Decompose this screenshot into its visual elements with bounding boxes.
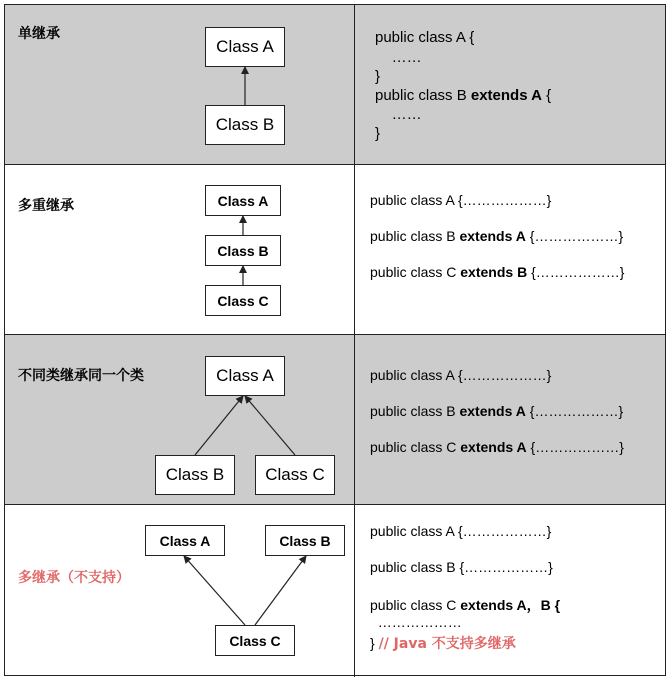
class-a-box: Class A [205,27,285,67]
code-line: public class B extends A {………………} [370,403,624,419]
diagram-cell [5,165,355,334]
row-title: 多继承（不支持） [18,570,130,586]
inheritance-arrows [5,165,355,334]
code-line: public class A { [375,29,475,46]
code-cell [355,335,665,504]
class-b-box: Class B [155,455,235,495]
extends-keyword: extends B [460,264,528,280]
extends-keyword: extends A [459,403,526,419]
arrow-c-to-b [255,556,306,625]
class-b-box: Class B [205,105,285,145]
code-line: public class A {………………} [370,192,552,208]
code-line: public class B extends A { [375,87,552,104]
extends-keyword: extends A [460,439,527,455]
class-c-box: Class C [255,455,335,495]
code-line: public class B extends A {………………} [370,228,624,244]
code-line: public class A {………………} [370,523,552,539]
row-title: 单继承 [18,26,60,42]
row-multilevel-inheritance [5,165,665,335]
code-line: public class C extends B {………………} [370,264,625,280]
inheritance-table [4,4,666,676]
arrow-c-to-a [184,556,245,625]
code-line: } [375,68,381,85]
class-a-box: Class A [205,356,285,396]
row-hierarchical-inheritance [5,335,665,505]
class-b-box: Class B [205,235,281,266]
row-title: 不同类继承同一个类 [18,368,144,384]
inheritance-arrows [5,5,355,164]
code-line: public class B {………………} [370,559,553,575]
class-c-box: Class C [215,625,295,656]
code-line: …… [375,49,422,66]
diagram-cell [5,505,355,677]
java-comment: // Java 不支持多继承 [378,636,516,652]
code-line: public class C extends A，B { [370,597,561,613]
extends-keyword: extends A [470,87,543,104]
code-line: …… [375,106,422,123]
row-single-inheritance [5,5,665,165]
code-cell [355,165,665,334]
code-cell [355,5,665,164]
code-cell [355,505,665,677]
code-line: ……………… [370,614,462,630]
row-multiple-inheritance [5,505,665,677]
extends-keyword: extends A，B { [460,597,561,613]
class-c-box: Class C [205,285,281,316]
extends-keyword: extends A [459,228,526,244]
diagram-cell [5,335,355,504]
class-b-box: Class B [265,525,345,556]
arrow-c-to-a [245,396,295,455]
code-line: public class A {………………} [370,367,552,383]
code-line: } // Java 不支持多继承 [370,635,516,652]
row-title: 多重继承 [18,198,74,214]
diagram-cell [5,5,355,164]
code-line: } [375,125,381,142]
code-line: public class C extends A {………………} [370,439,624,455]
class-a-box: Class A [205,185,281,216]
arrow-b-to-a [195,396,243,455]
class-a-box: Class A [145,525,225,556]
